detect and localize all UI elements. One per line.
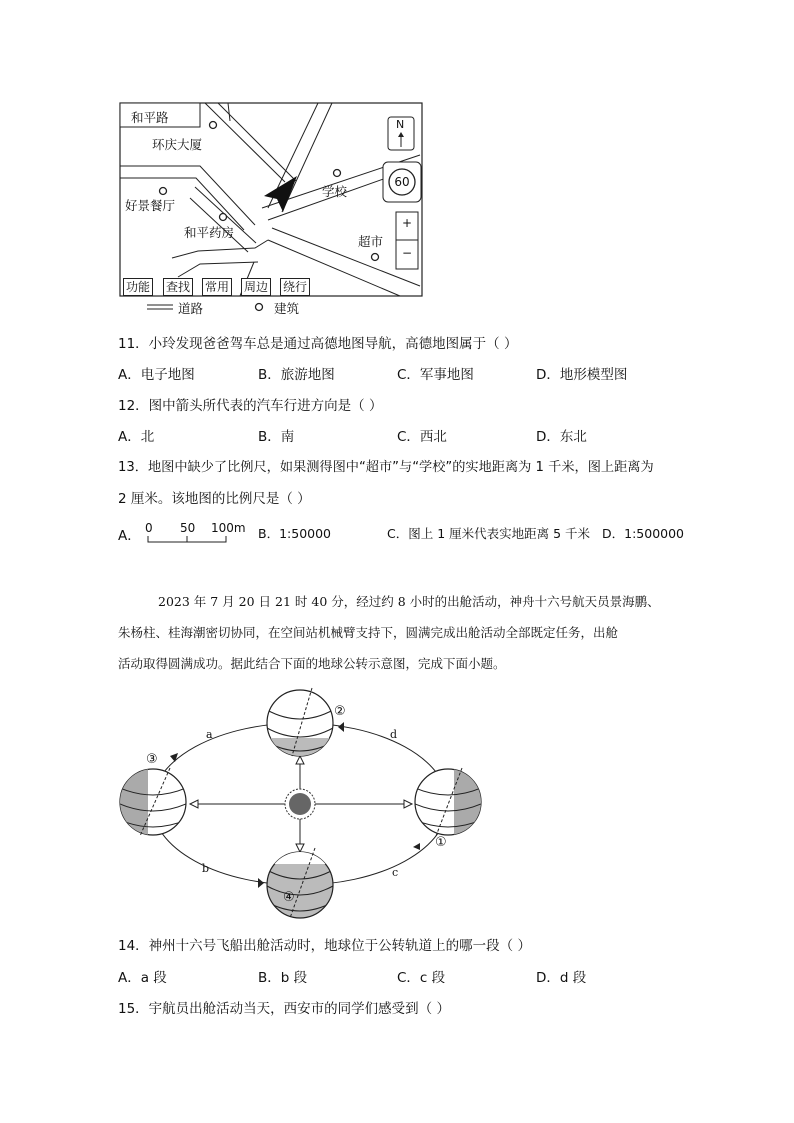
question-15: 15．宇航员出舱活动当天，西安市的同学们感受到（ ） <box>118 1001 450 1017</box>
position-3-label: ③ <box>146 752 158 767</box>
q12-option-d[interactable]: D．东北 <box>536 429 587 445</box>
map-roads <box>0 0 794 320</box>
toolbar-nearby-button[interactable]: 周边 <box>241 278 271 296</box>
place-haojing-label: 好景餐厅 <box>125 198 176 213</box>
q11-option-d[interactable]: D．地形模型图 <box>536 367 628 383</box>
segment-a-label: a <box>206 728 213 741</box>
scale-tick-0: 0 <box>145 521 153 535</box>
map-figure <box>0 0 794 320</box>
q13-option-d[interactable]: D．1:500000 <box>602 526 685 541</box>
building-pharmacy-marker <box>220 214 227 221</box>
earth-position-1-icon <box>415 766 484 838</box>
road-label: 和平路 <box>131 110 169 125</box>
earth-position-2-icon <box>262 688 342 760</box>
speed-limit-icon: 60 <box>394 175 410 189</box>
q11-option-b[interactable]: B．旅游地图 <box>258 367 335 383</box>
building-huanqing-marker <box>210 122 217 129</box>
q14-option-b[interactable]: B．b 段 <box>258 970 308 986</box>
q14-option-c[interactable]: C．c 段 <box>397 970 446 986</box>
q14-option-a[interactable]: A．a 段 <box>118 970 167 986</box>
q12-option-a[interactable]: A．北 <box>118 429 155 445</box>
q13-option-c[interactable]: C．图上 1 厘米代表实地距离 5 千米 <box>387 526 591 541</box>
orbit-svg <box>0 680 794 920</box>
position-1-label: ① <box>435 835 447 850</box>
building-supermarket-marker <box>372 254 379 261</box>
segment-c-label: c <box>392 866 399 879</box>
question-11: 11．小玲发现爸爸驾车总是通过高德地图导航，高德地图属于（ ） <box>118 336 518 352</box>
q12-option-c[interactable]: C．西北 <box>397 429 447 445</box>
zoom-in-button[interactable]: + <box>402 216 413 230</box>
building-school-marker <box>334 170 341 177</box>
place-huanqing-label: 环庆大厦 <box>152 137 203 152</box>
toolbar-common-button[interactable]: 常用 <box>202 278 232 296</box>
north-icon: N <box>396 118 405 131</box>
q13-option-b[interactable]: B．1:50000 <box>258 526 332 541</box>
scale-tick-100m: 100m <box>211 521 246 535</box>
earth-position-4-icon <box>262 848 342 918</box>
q13-option-a[interactable] <box>118 520 248 550</box>
earth-position-3-icon <box>118 766 186 838</box>
toolbar-search-button[interactable]: 查找 <box>163 278 193 296</box>
question-13-line2: 2 厘米。该地图的比例尺是（ ） <box>118 491 311 507</box>
q12-option-b[interactable]: B．南 <box>258 429 295 445</box>
q13-option-a-prefix: A． <box>118 528 141 544</box>
toolbar-detour-button[interactable]: 绕行 <box>280 278 310 296</box>
passage-line-2: 朱杨柱、桂海潮密切协同，在空间站机械臂支持下，圆满完成出舱活动全部既定任务，出舱 <box>118 625 619 640</box>
building-haojing-marker <box>160 188 167 195</box>
question-12: 12．图中箭头所代表的汽车行进方向是（ ） <box>118 398 383 414</box>
question-14: 14．神州十六号飞船出舱活动时，地球位于公转轨道上的哪一段（ ） <box>118 938 531 954</box>
legend-road-label: 道路 <box>178 301 204 316</box>
orbit-diagram <box>0 680 794 920</box>
place-supermarket-label: 超市 <box>358 234 384 249</box>
legend-building-label: 建筑 <box>274 301 300 316</box>
position-2-label: ② <box>334 704 346 719</box>
q11-option-c[interactable]: C．军事地图 <box>397 367 474 383</box>
zoom-out-button[interactable]: − <box>402 246 413 260</box>
segment-b-label: b <box>202 862 210 875</box>
scale-tick-50: 50 <box>180 521 196 535</box>
segment-d-label: d <box>390 728 398 741</box>
position-4-label: ④ <box>283 890 295 905</box>
toolbar-function-button[interactable]: 功能 <box>123 278 153 296</box>
passage-line-3: 活动取得圆满成功。据此结合下面的地球公转示意图，完成下面小题。 <box>118 656 506 671</box>
passage-line-1: 2023 年 7 月 20 日 21 时 40 分，经过约 8 小时的出舱活动，神舟十六号航天员景海鹏、 <box>158 594 660 609</box>
place-pharmacy-label: 和平药房 <box>184 225 235 240</box>
question-13-line1: 13．地图中缺少了比例尺，如果测得图中“超市”与“学校”的实地距离为 1 千米，图上距离为 <box>118 460 654 475</box>
place-school-label: 学校 <box>322 184 348 199</box>
q14-option-d[interactable]: D．d 段 <box>536 970 587 986</box>
q11-option-a[interactable]: A．电子地图 <box>118 367 195 383</box>
